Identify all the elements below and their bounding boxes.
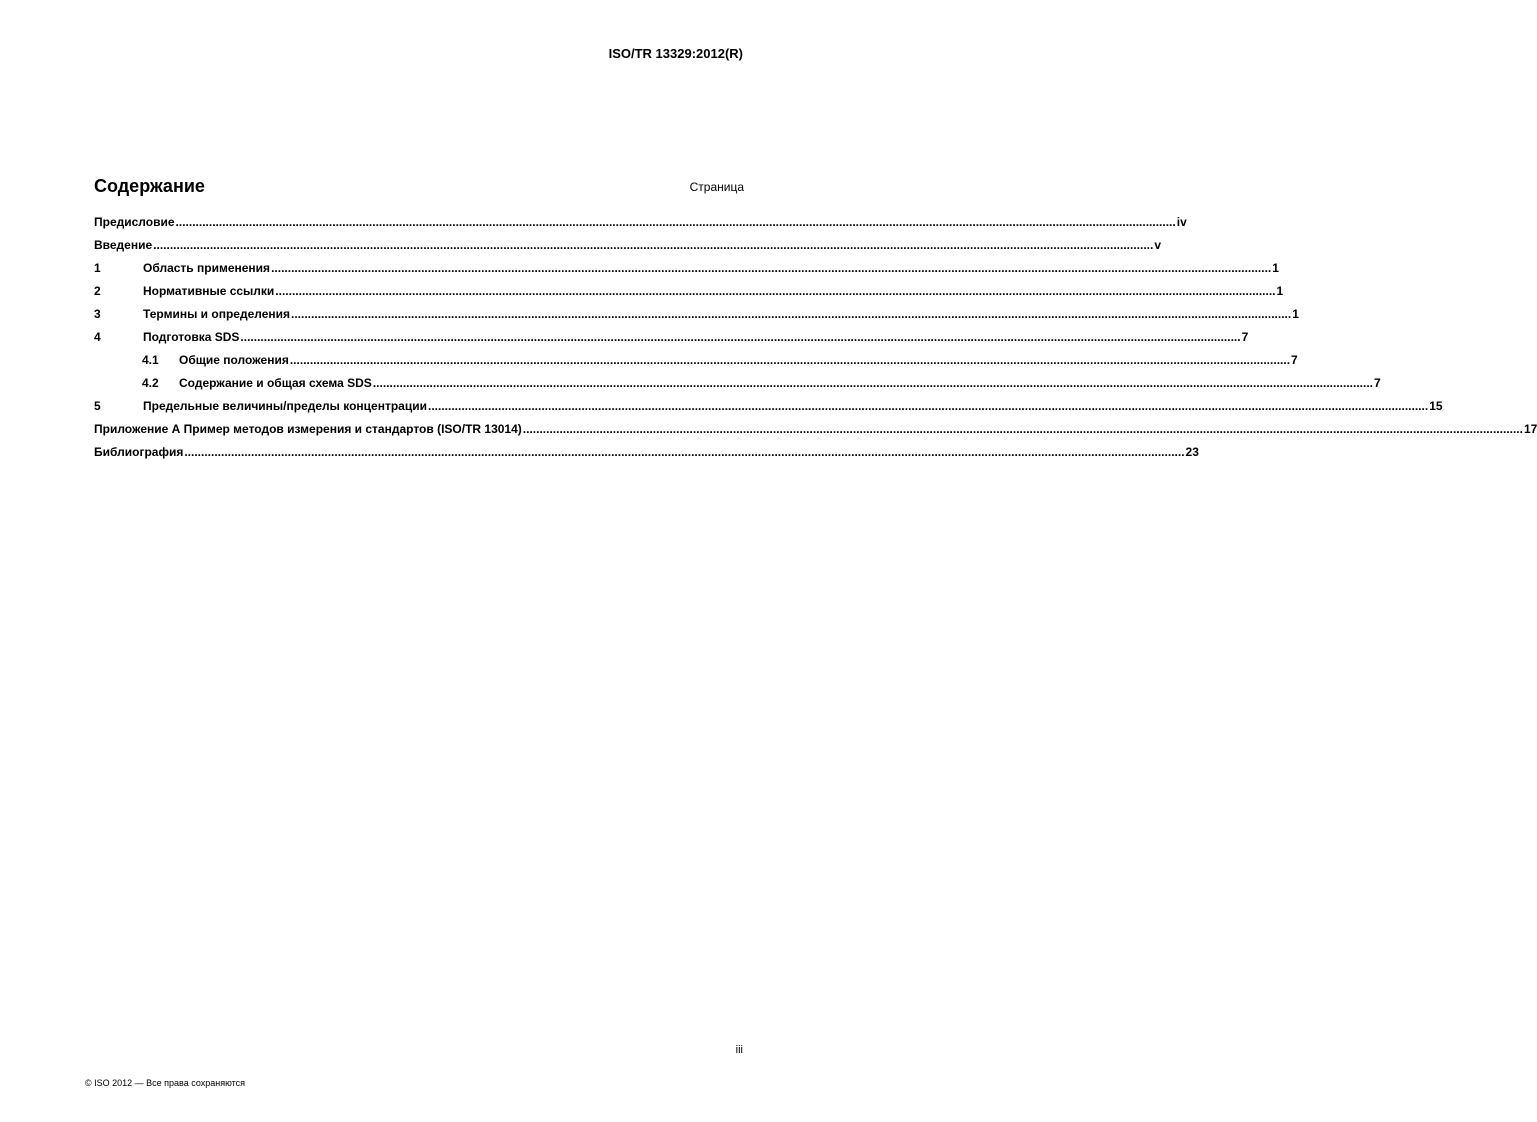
copyright-notice: © ISO 2012 — Все права сохраняются: [85, 1078, 246, 1088]
page-number: iii: [735, 1044, 743, 1056]
toc-entry-number: 3: [94, 307, 101, 321]
toc-entry-page: 23: [1185, 445, 1199, 459]
toc-entry-page: 7: [1291, 353, 1298, 367]
toc-header: [94, 176, 744, 200]
toc-entry[interactable]: [94, 261, 1279, 284]
toc-entry[interactable]: [94, 399, 1443, 422]
dot-leader: ............................................................................................................................................................................................................................................................................................................: [372, 376, 1374, 390]
toc-entry-page: iv: [1176, 215, 1187, 229]
toc-entry-number: 5: [94, 399, 101, 413]
toc-entry[interactable]: [94, 307, 1299, 330]
toc-entry-title: Предельные величины/пределы концентрации: [143, 399, 427, 413]
toc-entry-page: 7: [1374, 376, 1381, 390]
toc-entry-page: 7: [1241, 330, 1249, 344]
toc-entry-number: 1: [94, 261, 101, 275]
dot-leader: ............................................................................................................................................................................................................................................................................................................: [275, 284, 1276, 298]
toc-entry[interactable]: [94, 376, 1381, 399]
toc-entry-page: 1: [1276, 284, 1284, 298]
dot-leader: ............................................................................................................................................................................................................................................................................................................: [291, 307, 1292, 321]
toc-entry-title: Библиография: [94, 445, 184, 459]
toc-entry-title: Предисловие: [94, 215, 175, 229]
toc-entry-number: 4.1: [142, 353, 159, 367]
toc-entry[interactable]: [94, 284, 1284, 307]
toc-entry-page: 17: [1523, 422, 1537, 436]
toc-page-column-label: Страница: [689, 180, 744, 194]
toc-entry-number: 4: [94, 330, 101, 344]
toc-entry-title: Общие положения: [179, 353, 289, 367]
dot-leader: ............................................................................................................................................................................................................................................................................................................: [522, 422, 1523, 436]
toc-entry-title: Подготовка SDS: [143, 330, 240, 344]
toc-entry-title: Содержание и общая схема SDS: [179, 376, 372, 390]
dot-leader: ............................................................................................................................................................................................................................................................................................................: [289, 353, 1291, 367]
toc-list: [94, 215, 1537, 468]
toc-entry-page: v: [1154, 238, 1162, 252]
toc-entry-title: Нормативные ссылки: [143, 284, 275, 298]
document-id: ISO/TR 13329:2012(R): [608, 46, 743, 61]
toc-entry-number: 4.2: [142, 376, 159, 390]
toc-entry-page: 1: [1272, 261, 1279, 275]
toc-entry[interactable]: [94, 238, 1162, 261]
toc-entry-title: Область применения: [143, 261, 271, 275]
toc-entry[interactable]: [94, 445, 1199, 468]
toc-entry-title: Введение: [94, 238, 153, 252]
toc-title: Содержание: [94, 176, 205, 196]
dot-leader: ............................................................................................................................................................................................................................................................................................................: [240, 330, 1241, 344]
dot-leader: ............................................................................................................................................................................................................................................................................................................: [271, 261, 1272, 275]
toc-entry[interactable]: [94, 215, 1187, 238]
dot-leader: ............................................................................................................................................................................................................................................................................................................: [175, 215, 1176, 229]
toc-entry[interactable]: [94, 330, 1249, 353]
toc-entry[interactable]: [94, 353, 1298, 376]
toc-entry-number: 2: [94, 284, 101, 298]
dot-leader: ............................................................................................................................................................................................................................................................................................................: [184, 445, 1185, 459]
toc-entry-page: 1: [1292, 307, 1299, 321]
dot-leader: ............................................................................................................................................................................................................................................................................................................: [427, 399, 1429, 413]
dot-leader: ............................................................................................................................................................................................................................................................................................................: [153, 238, 1154, 252]
toc-entry-title: Приложение А Пример методов измерения и стандартов (ISO/TR 13014): [94, 422, 522, 436]
toc-entry-page: 15: [1429, 399, 1443, 413]
toc-entry-title: Термины и определения: [143, 307, 291, 321]
toc-entry[interactable]: [94, 422, 1537, 445]
